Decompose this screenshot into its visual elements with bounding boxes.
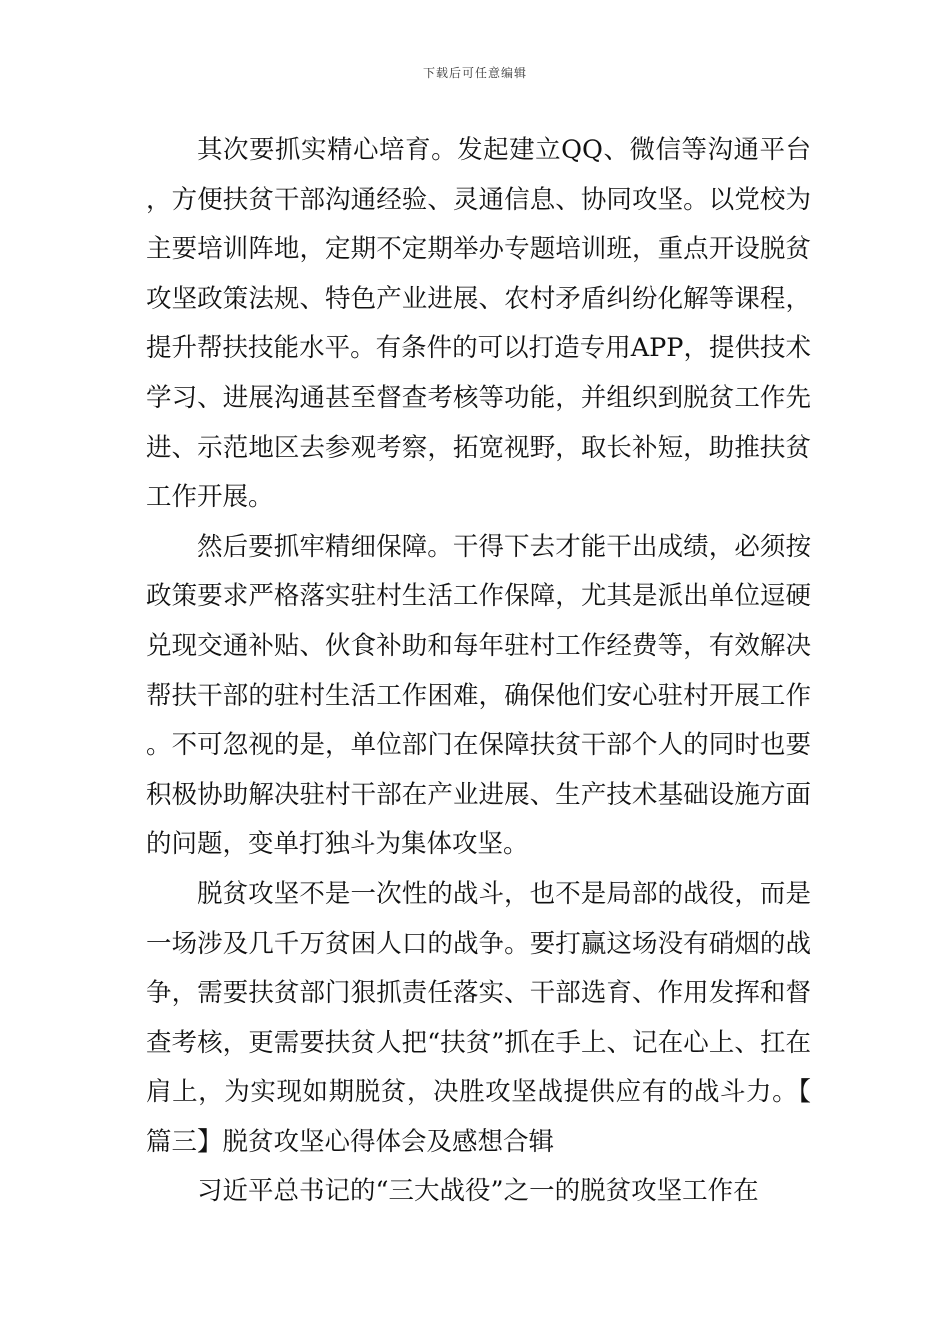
header-note: 下载后可任意编辑 [422, 66, 527, 80]
paragraph-4: 习近平总书记的“三大战役”之一的脱贫攻坚工作在 [197, 1176, 759, 1207]
document-body [146, 126, 811, 1217]
paragraph-2: 然后要抓牢精细保障。干得下去才能干出成绩，必须按政策要求严格落实驻村生活工作保障，尤其是派出单位逗硬兑现交通补贴、伙食补助和每年驻村工作经费等，有效解决帮扶干部的驻村生活工作困难，确保他们安心驻村开展工作。不可忽视的是，单位部门在保障扶贫干部个人的同时也要积极协助解决驻村干部在产业进展、生产技术基础设施方面的问题，变单打独斗为集体攻坚。 [146, 531, 811, 860]
paragraph-3: 脱贫攻坚不是一次性的战斗，也不是局部的战役，而是一场涉及几千万贫困人口的战争。要打赢这场没有硝烟的战争，需要扶贫部门狠抓责任落实、干部选育、作用发挥和督查考核，更需要扶贫人把“扶贫”抓在手上、记在心上、扛在肩上，为实现如期脱贫，决胜攻坚战提供应有的战斗力。【篇三】脱贫攻坚心得体会及感想合辑 [146, 878, 811, 1157]
paragraph-1: 其次要抓实精心培育。发起建立QQ、微信等沟通平台，方便扶贫干部沟通经验、灵通信息、协同攻坚。以党校为主要培训阵地，定期不定期举办专题培训班，重点开设脱贫攻坚政策法规、特色产业进展、农村矛盾纠纷化解等课程，提升帮扶技能水平。有条件的可以打造专用APP，提供技术学习、进展沟通甚至督查考核等功能，并组织到脱贫工作先进、示范地区去参观考察，拓宽视野，取长补短，助推扶贫工作开展。 [146, 135, 811, 513]
